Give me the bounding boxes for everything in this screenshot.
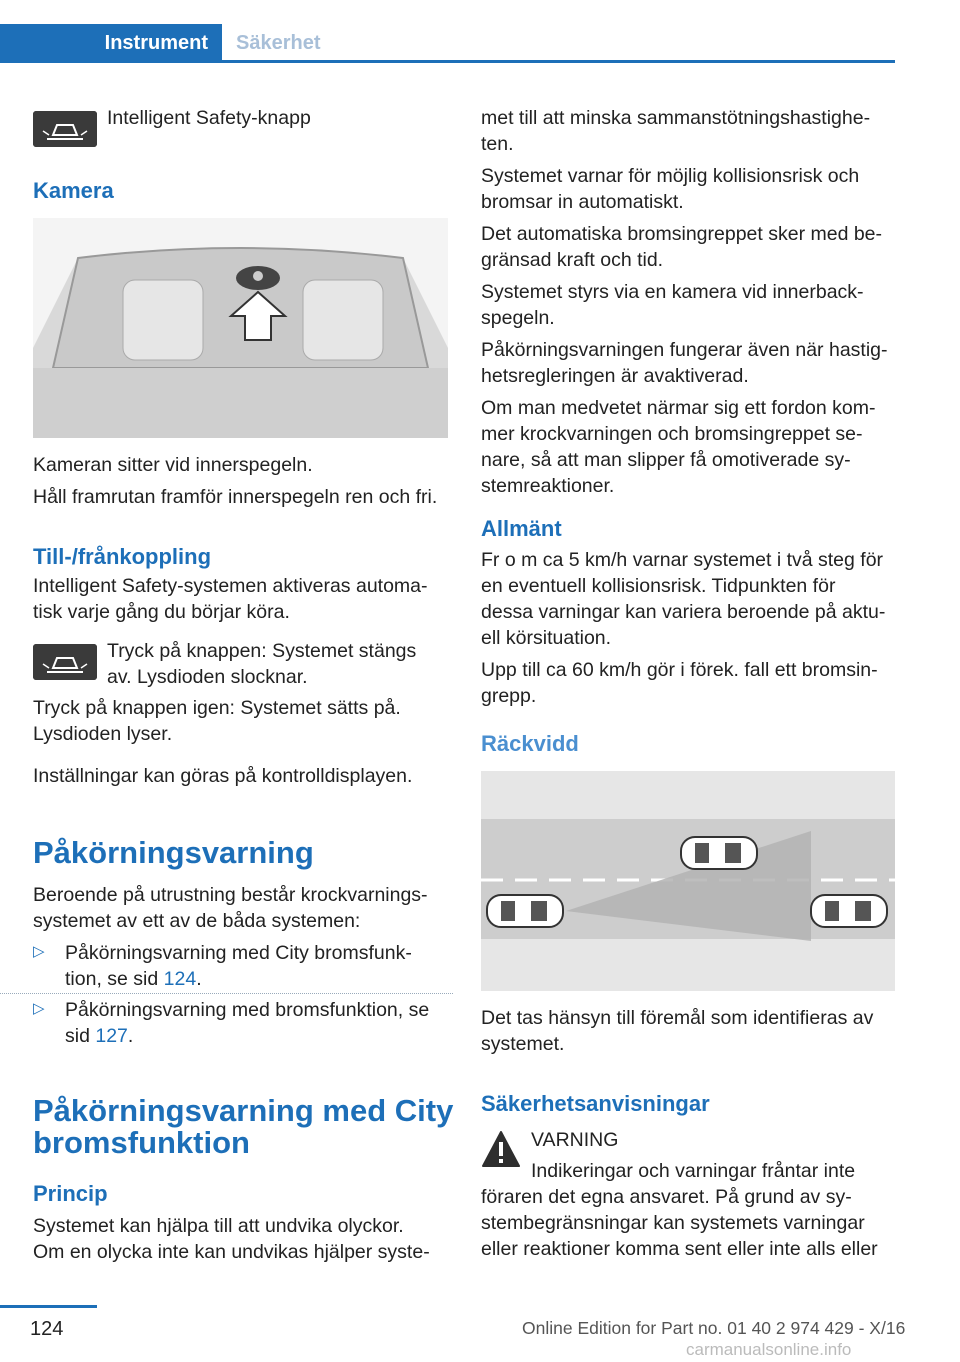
text-line: Systemet varnar för möjlig kollisionsrisk och bbox=[481, 165, 860, 187]
onoff-heading: Till-/frånkoppling bbox=[33, 544, 212, 569]
warn-heading: Påkörningsvarning bbox=[33, 835, 314, 870]
list-divider bbox=[0, 993, 453, 995]
footer-rule bbox=[0, 1305, 97, 1308]
safety-heading: Säkerhetsanvisningar bbox=[481, 1091, 710, 1116]
text-line: stembegränsningar kan systemets varningar bbox=[481, 1212, 865, 1234]
text-line: nare, så att man slipper få omotiverade sy- bbox=[481, 449, 851, 471]
warning-text-1: Indikeringar och varningar fråntar inte bbox=[531, 1160, 856, 1182]
principle-heading: Princip bbox=[33, 1181, 108, 1206]
text-line: en eventuell kollisionsrisk. Tidpunkten för bbox=[481, 575, 836, 597]
text-line: Fr o m ca 5 km/h varnar systemet i två steg för bbox=[481, 549, 884, 571]
general-heading: Allmänt bbox=[481, 516, 562, 541]
text-line: spegeln. bbox=[481, 307, 555, 329]
text-line: Påkörningsvarningen fungerar även när hastig- bbox=[481, 339, 888, 361]
bullet-text-1b: tion, se sid 124. bbox=[65, 968, 202, 990]
range-diagram bbox=[481, 771, 895, 991]
camera-text-1: Kameran sitter vid innerspegeln. bbox=[33, 454, 313, 476]
text-line: Om man medvetet närmar sig ett fordon kom- bbox=[481, 397, 876, 419]
text-line: ell körsituation. bbox=[481, 627, 612, 649]
triangle-bullet-icon: ▷ bbox=[33, 1000, 45, 1017]
warning-body bbox=[481, 1184, 901, 1262]
camera-heading: Kamera bbox=[33, 178, 114, 203]
range-caption-2: systemet. bbox=[481, 1033, 565, 1055]
onoff-text-2: tisk varje gång du börjar köra. bbox=[33, 601, 290, 623]
text-line: Systemet styrs via en kamera vid innerback- bbox=[481, 281, 864, 303]
warn-text-1: Beroende på utrustning består krockvarnings- bbox=[33, 884, 428, 906]
city-heading-2: bromsfunktion bbox=[33, 1125, 250, 1160]
text-line: dessa varningar kan variera beroende på aktu- bbox=[481, 601, 886, 623]
press-text-1: Tryck på knappen: Systemet stängs bbox=[107, 640, 417, 662]
principle-text-1: Systemet kan hjälpa till att undvika olyckor. bbox=[33, 1215, 404, 1237]
text-line: eller reaktioner komma sent eller inte alls eller bbox=[481, 1238, 878, 1260]
bullet-text-1a: Påkörningsvarning med City bromsfunk- bbox=[65, 942, 412, 964]
text-line: bromsar in automatiskt. bbox=[481, 191, 684, 213]
city-heading-1: Påkörningsvarning med City bbox=[33, 1093, 454, 1128]
header-rule bbox=[0, 60, 895, 63]
text-line: mer krockvarningen och bromsingreppet se- bbox=[481, 423, 863, 445]
watermark: carmanualsonline.info bbox=[686, 1340, 852, 1359]
page-link-127[interactable]: 127 bbox=[95, 1025, 128, 1047]
again-text-2: Lysdioden lyser. bbox=[33, 723, 173, 745]
range-heading: Räckvidd bbox=[481, 731, 579, 756]
text-line: gränsad kraft och tid. bbox=[481, 249, 664, 271]
bullet-text-2a: Påkörningsvarning med bromsfunktion, se bbox=[65, 999, 430, 1021]
page-link-124[interactable]: 124 bbox=[163, 968, 197, 990]
bullet-text-2b: sid 127. bbox=[65, 1025, 134, 1047]
text-line: grepp. bbox=[481, 685, 537, 707]
right-text-block-b bbox=[481, 547, 901, 709]
settings-text: Inställningar kan göras på kontrolldisplayen. bbox=[33, 765, 413, 787]
list-item bbox=[33, 997, 453, 1049]
warning-triangle-icon bbox=[481, 1130, 521, 1173]
page-number: 124 bbox=[30, 1318, 64, 1340]
bullet-text-2b-main: sid bbox=[65, 1025, 96, 1047]
text-line: Det automatiska bromsingreppet sker med be- bbox=[481, 223, 883, 245]
warning-title: VARNING bbox=[531, 1129, 619, 1151]
again-text-1: Tryck på knappen igen: Systemet sätts på. bbox=[33, 697, 401, 719]
safety-button-icon bbox=[33, 111, 97, 152]
right-text-block-a bbox=[481, 105, 901, 499]
warn-text-2: systemet av ett av de båda systemen: bbox=[33, 910, 361, 932]
tab-instrument[interactable]: Instrument bbox=[0, 24, 222, 62]
camera-text-2: Håll framrutan framför innerspegeln ren och fri. bbox=[33, 486, 438, 508]
button-caption: Intelligent Safety-knapp bbox=[107, 107, 311, 129]
text-line: met till att minska sammanstötningshastighe- bbox=[481, 107, 871, 129]
triangle-bullet-icon: ▷ bbox=[33, 943, 45, 960]
text-line: ten. bbox=[481, 133, 514, 155]
camera-photo bbox=[33, 218, 448, 438]
range-caption-1: Det tas hänsyn till föremål som identifieras av bbox=[481, 1007, 874, 1029]
principle-text-2: Om en olycka inte kan undvikas hjälper syste- bbox=[33, 1241, 430, 1263]
list-item bbox=[33, 940, 453, 992]
bullet-text-1b-main: tion, se sid bbox=[65, 968, 164, 990]
onoff-text-1: Intelligent Safety-systemen aktiveras automa- bbox=[33, 575, 428, 597]
edition-text: Online Edition for Part no. 01 40 2 974 429 - X/16 bbox=[522, 1318, 906, 1338]
text-line: föraren det egna ansvaret. På grund av sy- bbox=[481, 1186, 852, 1208]
text-line: stemreaktioner. bbox=[481, 475, 615, 497]
tab-sakerhet[interactable]: Säkerhet bbox=[236, 32, 321, 54]
text-line: Upp till ca 60 km/h gör i förek. fall ett bromsin- bbox=[481, 659, 878, 681]
press-text-2: av. Lysdioden slocknar. bbox=[107, 666, 308, 688]
safety-button-icon-2 bbox=[33, 644, 97, 685]
text-line: hetsregleringen är avaktiverad. bbox=[481, 365, 749, 387]
